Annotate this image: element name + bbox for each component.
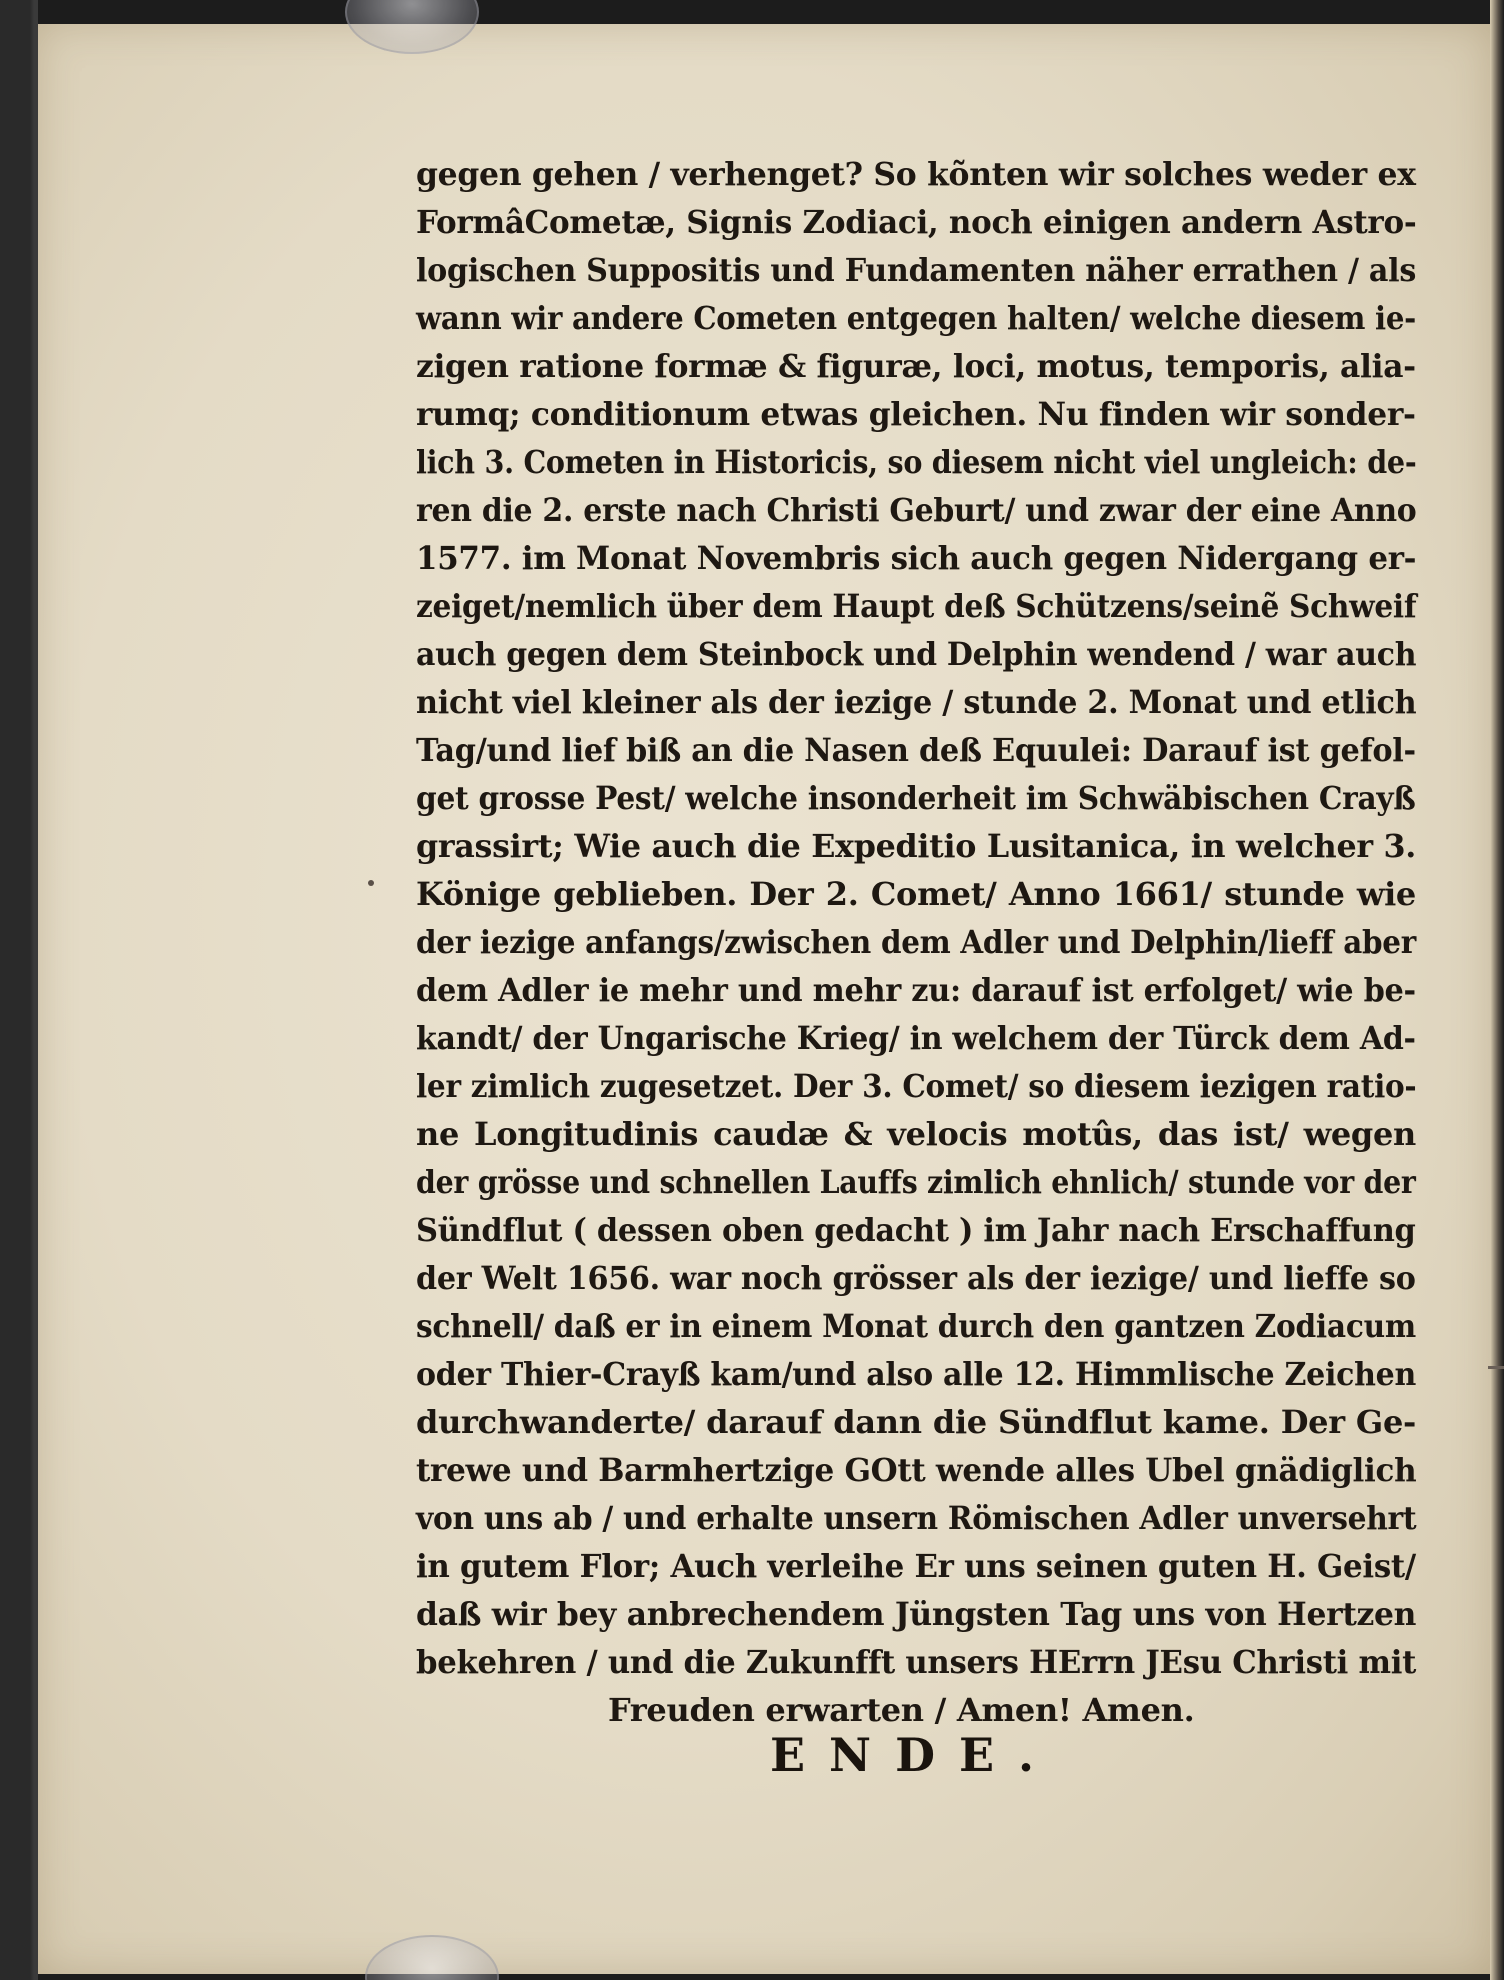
text-line: der Welt 1656. war noch grösser als der iezige/ und lieffe so — [416, 1259, 1416, 1297]
text-line: der iezige anfangs/zwischen dem Adler und Delphin/lieff aber — [416, 923, 1416, 961]
text-line: dem Adler ie mehr und mehr zu: darauf ist erfolget/ wie be- — [416, 971, 1416, 1009]
text-line: grassirt; Wie auch die Expeditio Lusitanica, in welcher 3. — [416, 827, 1417, 865]
text-line: ne Longitudinis caudæ & velocis motûs, das ist/ wegen — [416, 1115, 1416, 1153]
text-line: trewe und Barmhertzige GOtt wende alles Ubel gnädiglich — [416, 1451, 1417, 1489]
text-line: gegen gehen / verhenget? So kõnten wir solches weder ex — [416, 155, 1416, 193]
text-line: ren die 2. erste nach Christi Geburt/ und zwar der eine Anno — [416, 491, 1417, 529]
text-line: in gutem Flor; Auch verleihe Er uns seinen guten H. Geist/ — [416, 1547, 1416, 1585]
text-line: daß wir bey anbrechendem Jüngsten Tag uns von Hertzen — [416, 1595, 1417, 1633]
text-line: Sündflut ( dessen oben gedacht ) im Jahr nach Erschaffung — [416, 1211, 1416, 1249]
text-line: ler zimlich zugesetzet. Der 3. Comet/ so diesem iezigen ratio- — [416, 1067, 1417, 1105]
text-line: FormâCometæ, Signis Zodiaci, noch einigen andern Astro- — [416, 203, 1417, 241]
text-line: get grosse Pest/ welche insonderheit im Schwäbischen Crayß — [416, 779, 1416, 817]
text-line: der grösse und schnellen Lauffs zimlich ehnlich/ stunde vor der — [416, 1163, 1416, 1201]
text-line: lich 3. Cometen in Historicis, so diesem nicht viel ungleich: de- — [416, 443, 1417, 481]
finis-heading: ENDE. — [770, 1728, 1059, 1782]
text-line: durchwanderte/ darauf dann die Sündflut kame. Der Ge- — [416, 1403, 1416, 1441]
text-line: nicht viel kleiner als der iezige / stunde 2. Monat und etlich — [416, 683, 1417, 721]
text-line: Könige geblieben. Der 2. Comet/ Anno 1661/ stunde wie — [416, 875, 1416, 913]
text-line: 1577. im Monat Novembris sich auch gegen Nidergang er- — [416, 539, 1417, 577]
margin-dot — [368, 880, 374, 886]
text-line: auch gegen dem Steinbock und Delphin wendend / war auch — [416, 635, 1417, 673]
text-line: Tag/und lief biß an die Nasen deß Equulei: Darauf ist gefol- — [416, 731, 1416, 769]
page-edge — [1490, 0, 1504, 1980]
text-line: bekehren / und die Zukunfft unsers HErrn JEsu Christi mit — [416, 1643, 1416, 1681]
text-line: zeiget/nemlich über dem Haupt deß Schützens/seinẽ Schweif — [416, 587, 1417, 625]
text-line: schnell/ daß er in einem Monat durch den gantzen Zodiacum — [416, 1307, 1416, 1345]
text-line: von uns ab / und erhalte unsern Römischen Adler unversehrt — [416, 1499, 1417, 1537]
margin-rule-mark — [1488, 1366, 1504, 1369]
text-line: logischen Suppositis und Fundamenten näher errathen / als — [416, 251, 1417, 289]
text-line: wann wir andere Cometen entgegen halten/ welche diesem ie- — [416, 299, 1416, 337]
page-text-block — [416, 150, 1416, 1734]
text-line-final: Freuden erwarten / Amen! Amen. — [608, 1691, 1195, 1729]
text-line: zigen ratione formæ & figuræ, loci, motus, temporis, alia- — [416, 347, 1416, 385]
text-line: kandt/ der Ungarische Krieg/ in welchem der Türck dem Ad- — [416, 1019, 1416, 1057]
text-line: rumq; conditionum etwas gleichen. Nu finden wir sonder- — [416, 395, 1416, 433]
text-line: oder Thier-Crayß kam/und also alle 12. Himmlische Zeichen — [416, 1355, 1417, 1393]
